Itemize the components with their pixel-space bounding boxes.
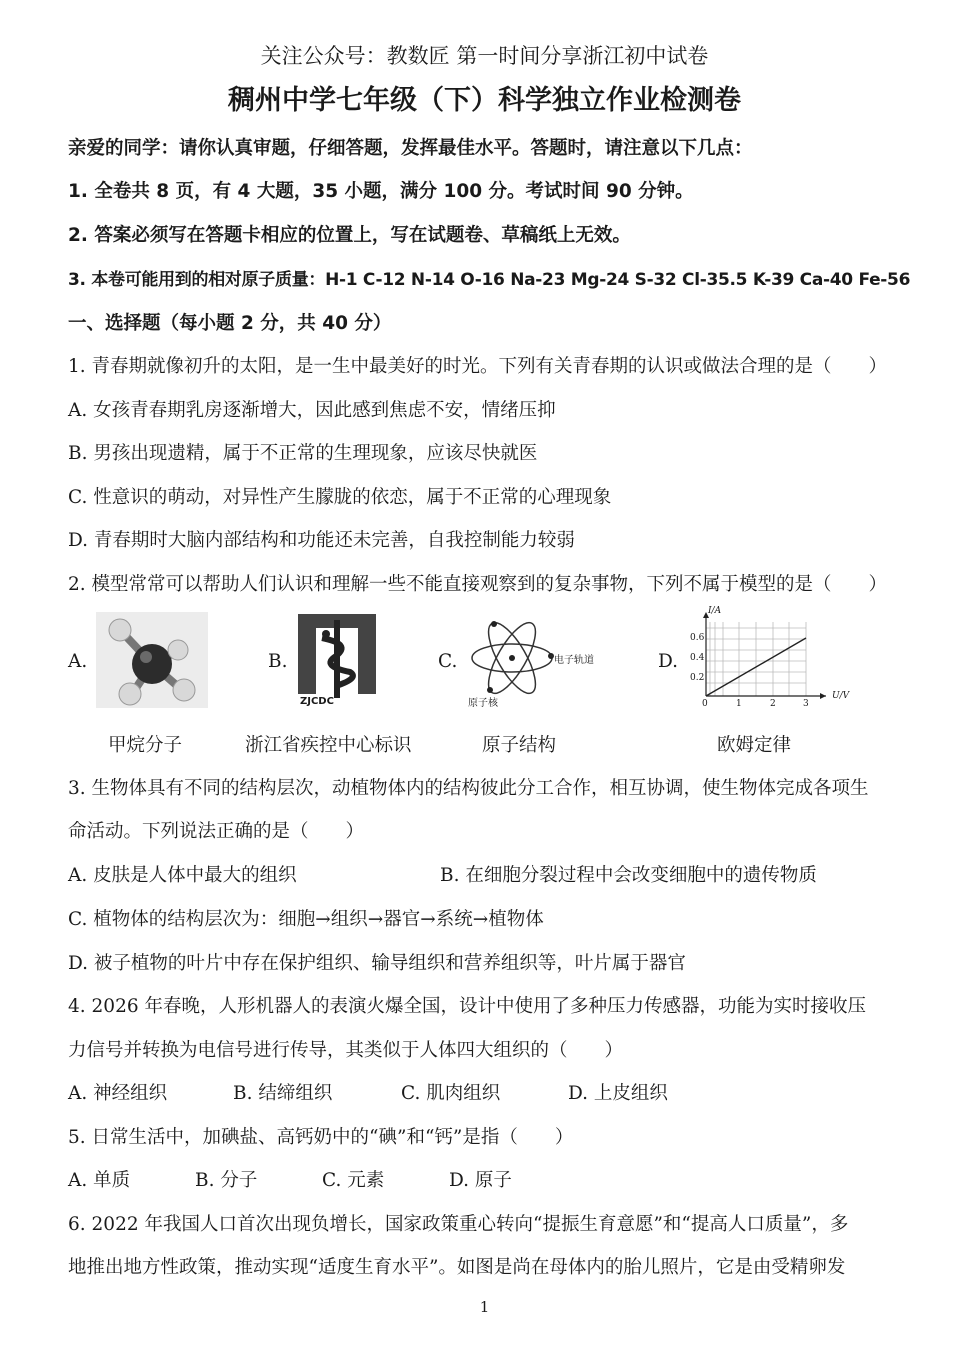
q4-option-a: A. 神经组织	[68, 1083, 168, 1104]
q5-option-c: C. 元素	[322, 1170, 385, 1191]
graph-y-tick: 0.2	[690, 673, 705, 683]
q1-option-b: B. 男孩出现遗精，属于不正常的生理现象，应该尽快就医	[68, 443, 538, 464]
graph-x-tick: 2	[770, 699, 776, 709]
exam-title: 稠州中学七年级（下）科学独立作业检测卷	[228, 85, 741, 116]
orbit-label: 电子轨道	[554, 655, 594, 666]
q1-option-c: C. 性意识的萌动，对异性产生朦胧的依恋，属于不正常的心理现象	[68, 487, 612, 508]
q5-option-b: B. 分子	[195, 1170, 258, 1191]
zjcdc-logo-image	[296, 610, 378, 710]
publisher-notice: 关注公众号：教数匠 第一时间分享浙江初中试卷	[260, 44, 709, 68]
page-number: 1	[479, 1298, 490, 1316]
graph-y-label: I/A	[708, 606, 722, 616]
q1-option-d: D. 青春期时大脑内部结构和功能还未完善，自我控制能力较弱	[68, 530, 575, 551]
graph-x-tick: 3	[803, 699, 809, 709]
q3-option-a: A. 皮肤是人体中最大的组织	[68, 865, 297, 886]
q2-letter-b: B.	[268, 651, 288, 672]
graph-y-tick: 0.6	[690, 633, 705, 643]
q4-stem-line1: 4. 2026 年春晚，人形机器人的表演火爆全国，设计中使用了多种压力传感器，功能为实时接收压	[68, 996, 866, 1017]
q1-stem: 1. 青春期就像初升的太阳，是一生中最美好的时光。下列有关青春期的认识或做法合理的是（ ）	[68, 356, 888, 377]
graph-x-label: U/V	[832, 691, 850, 701]
ohms-law-graph	[682, 608, 832, 710]
q2-letter-c: C.	[438, 651, 458, 672]
q3-option-c: C. 植物体的结构层次为：细胞→组织→器官→系统→植物体	[68, 909, 544, 930]
q3-option-b: B. 在细胞分裂过程中会改变细胞中的遗传物质	[440, 865, 817, 886]
instruction-item-3: 3. 本卷可能用到的相对原子质量：H-1 C-12 N-14 O-16 Na-23 Mg-24 S-32 Cl-35.5 K-39 Ca-40 Fe-56	[68, 270, 911, 290]
instruction-item-1: 1. 全卷共 8 页，有 4 大题，35 小题，满分 100 分。考试时间 90 分钟。	[68, 181, 694, 202]
q4-stem-line2: 力信号并转换为电信号进行传导，其类似于人体四大组织的（ ）	[68, 1040, 624, 1061]
caption-methane: 甲烷分子	[108, 735, 183, 756]
q5-stem: 5. 日常生活中，加碘盐、高钙奶中的“碘”和“钙”是指（ ）	[68, 1127, 574, 1148]
q4-option-c: C. 肌肉组织	[401, 1083, 501, 1104]
q5-option-d: D. 原子	[449, 1170, 512, 1191]
q2-letter-a: A.	[68, 651, 88, 672]
instructions-intro: 亲爱的同学：请你认真审题，仔细答题，发挥最佳水平。答题时，请注意以下几点：	[68, 138, 753, 159]
caption-ohm: 欧姆定律	[717, 735, 792, 756]
logo-text: ZJCDC	[300, 696, 334, 707]
q2-letter-d: D.	[658, 651, 679, 672]
q2-stem: 2. 模型常常可以帮助人们认识和理解一些不能直接观察到的复杂事物，下列不属于模型的是（ ）	[68, 574, 888, 595]
caption-zjcdc: 浙江省疾控中心标识	[245, 735, 412, 756]
graph-x-tick: 1	[736, 699, 742, 709]
section-heading: 一、选择题（每小题 2 分，共 40 分）	[68, 313, 392, 334]
graph-x-tick: 0	[702, 699, 708, 709]
q1-option-a: A. 女孩青春期乳房逐渐增大，因此感到焦虑不安，情绪压抑	[68, 400, 556, 421]
q3-option-d: D. 被子植物的叶片中存在保护组织、输导组织和营养组织等，叶片属于器官	[68, 953, 686, 974]
q5-option-a: A. 单质	[68, 1170, 131, 1191]
instruction-item-2: 2. 答案必须写在答题卡相应的位置上，写在试题卷、草稿纸上无效。	[68, 225, 631, 246]
q6-stem-line2: 地推出地方性政策，推动实现“适度生育水平”。如图是尚在母体内的胎儿照片，它是由受精卵发	[68, 1257, 846, 1278]
q4-option-d: D. 上皮组织	[568, 1083, 668, 1104]
q3-stem-line2: 命活动。下列说法正确的是（ ）	[68, 821, 365, 842]
nucleus-label: 原子核	[468, 698, 498, 709]
q3-stem-line1: 3. 生物体具有不同的结构层次，动植物体内的结构彼此分工合作，相互协调，使生物体完成各项生	[68, 778, 869, 799]
q6-stem-line1: 6. 2022 年我国人口首次出现负增长，国家政策重心转向“提振生育意愿”和“提高人口质量”，多	[68, 1214, 849, 1235]
caption-atom: 原子结构	[482, 735, 557, 756]
methane-molecule-image	[96, 612, 208, 708]
q4-option-b: B. 结缔组织	[233, 1083, 333, 1104]
graph-y-tick: 0.4	[690, 653, 705, 663]
